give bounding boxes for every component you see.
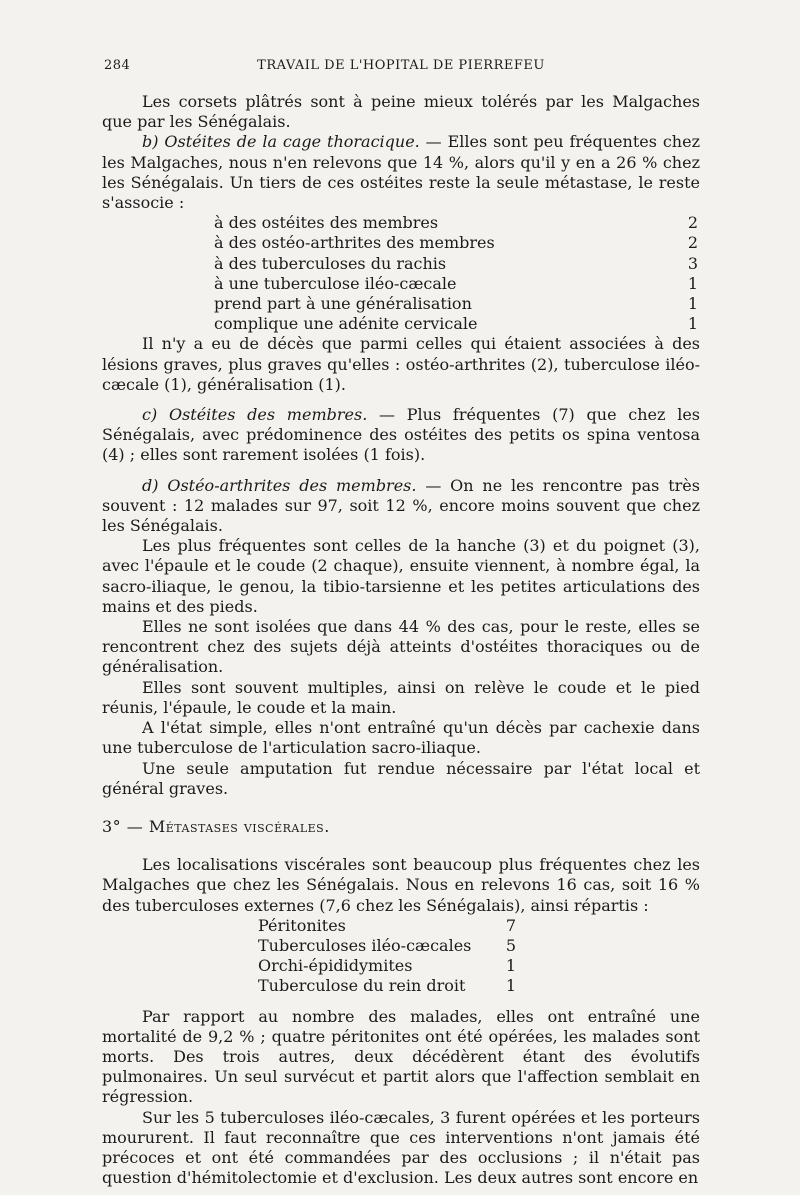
visceral-distribution-list (258, 916, 516, 997)
page-number: 284 (104, 58, 131, 73)
paragraph-thoracic (102, 132, 700, 213)
list-item: Orchi-épididymites 1 (258, 956, 516, 976)
paragraph-visceral: Les localisations viscérales sont beaucoup plus fréquentes chez les Malgaches que chez les Sénégalais. Nous en relevons 16 cas, soit 16 % des tuberculoses externes (7,6 chez les Sénégalais), ainsi répartis : (102, 855, 700, 915)
paragraph-limbs (102, 405, 700, 466)
paragraph-osteo-arthritis-text: — On ne les rencontre pas très souvent : 12 malades sur 97, soit 12 %, encore moins souvent que chez les Sénégalais. (102, 475, 700, 536)
running-title: TRAVAIL DE L'HOPITAL DE PIERREFEU (257, 58, 545, 73)
paragraph-amputation: Une seule amputation fut rendue nécessaire par l'état local et général graves. (102, 758, 700, 798)
paragraph-isolated: Elles ne sont isolées que dans 44 % des cas, pour le reste, elles se rencontrent chez des sujets déjà atteints d'ostéites thoraciques ou de généralisation. (102, 617, 700, 677)
paragraph-corsets: Les corsets plâtrés sont à peine mieux tolérés par les Malgaches que par les Sénégalais. (102, 92, 700, 132)
paragraph-multiple: Elles sont souvent multiples, ainsi on relève le coude et le pied réunis, l'épaule, le coude et la main. (102, 677, 700, 717)
paragraph-limbs-text: — Plus fréquentes (7) que chez les Sénégalais, avec prédominence des ostéites des petits os spina ventosa (4) ; elles sont rarement isolées (1 fois). (102, 405, 700, 465)
paragraph-mortality: Par rapport au nombre des malades, elles ont entraîné une mortalité de 9,2 % ; quatre péritonites ont été opérées, les malades sont morts. Des trois autres, deux décédèrent étant des évolutifs pulmonaires. Un seul survécut et partit alors que l'affection semblait en régression. (102, 1006, 700, 1107)
list-item: Tuberculose du rein droit 1 (258, 976, 516, 996)
paragraph-deaths: Il n'y a eu de décès que parmi celles qui étaient associées à des lésions graves, plus graves qu'elles : ostéo-arthrites (2), tuberculose iléo-cæcale (1), généralisation (1). (102, 334, 700, 394)
list-item: à des tuberculoses du rachis 3 (214, 253, 698, 273)
paragraph-thoracic-text: — Elles sont peu fréquentes chez les Malgaches, nous n'en relevons que 14 %, alors qu'il y en a 26 % chez les Sénégalais. Un tiers de ces ostéites reste la seule métastase, le reste s'associe : (102, 132, 700, 213)
list-item: Tuberculoses iléo-cæcales 5 (258, 935, 516, 955)
list-item: à une tuberculose iléo-cæcale 1 (214, 273, 698, 293)
subsection-title-limbs: c) Ostéites des membres. (142, 405, 368, 425)
subsection-title-osteo-arthritis: d) Ostéo-arthrites des membres. (142, 475, 417, 495)
list-item: à des ostéites des membres 2 (214, 213, 698, 233)
list-item: complique une adénite cervicale 1 (214, 314, 698, 334)
paragraph-frequency: Les plus fréquentes sont celles de la hanche (3) et du poignet (3), avec l'épaule et le coude (2 chaque), ensuite viennent, à nombre égal, la sacro-iliaque, le genou, la tibio-tarsienne et les petites articulations des mains et des pieds. (102, 536, 700, 616)
list-item: prend part à une généralisation 1 (214, 294, 698, 314)
list-item: Péritonites 7 (258, 915, 516, 935)
section-heading-visceral: 3° — Métastases viscérales. (102, 816, 330, 836)
page-body (102, 92, 700, 1188)
paragraph-simple: A l'état simple, elles n'ont entraîné qu'un décès par cachexie dans une tuberculose de l'articulation sacro-iliaque. (102, 718, 700, 758)
subsection-title-thoracic: b) Ostéites de la cage thoracique. (142, 132, 420, 152)
running-header (104, 58, 698, 80)
paragraph-osteo-arthritis (102, 476, 700, 537)
list-item: à des ostéo-arthrites des membres 2 (214, 233, 698, 253)
thoracic-associations-list (214, 213, 698, 334)
paragraph-ileo-caecal: Sur les 5 tuberculoses iléo-cæcales, 3 furent opérées et les porteurs moururent. Il faut reconnaître que ces interventions n'ont jamais été précoces et ont été commandées par des occlusions ; il n'était pas question d'hémitolectomie et d'exclusion. Les deux autres sont encore en (102, 1107, 700, 1188)
